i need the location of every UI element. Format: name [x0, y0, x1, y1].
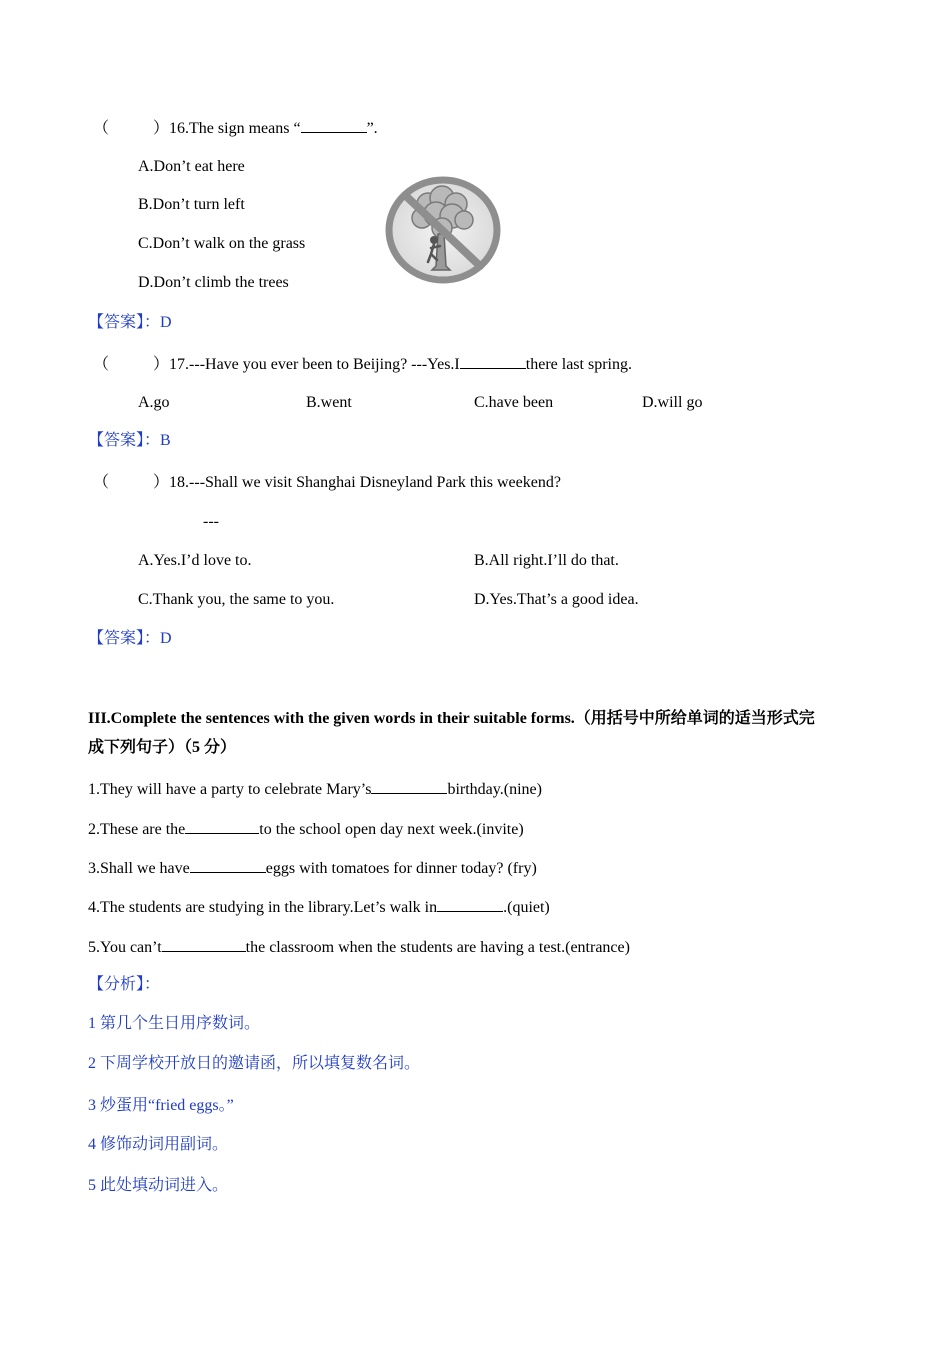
q18-paren-close: ）	[153, 474, 170, 491]
analysis-label: 【分析】：	[88, 976, 161, 993]
q18-option-a: A.Yes.I’d love to.	[138, 552, 252, 569]
item-5-text-a: 5.You can’t	[88, 939, 162, 956]
q16-answer-value: D	[160, 314, 172, 331]
q18-option-c: C.Thank you, the same to you.	[138, 591, 335, 608]
analysis-item-5: 5 此处填动词进入。	[88, 1177, 229, 1194]
q16-option-d: D.Don’t climb the trees	[138, 274, 289, 291]
section3-item-3	[88, 857, 537, 879]
item-1-text-a: 1.They will have a party to celebrate Mary’s	[88, 781, 372, 798]
q18-stem	[93, 473, 561, 493]
q16-paren-close: ）	[153, 120, 170, 137]
q18-answer-value: D	[160, 630, 172, 647]
item-2-text-b: to the school open day next week.(invite)	[259, 821, 524, 838]
section3-item-4	[88, 896, 550, 918]
analysis-item-4: 4 修饰动词用副词。	[88, 1136, 229, 1153]
item-1-text-b: birthday.(nine)	[447, 781, 542, 798]
q17-stem	[93, 353, 632, 375]
item-2-text-a: 2.These are the	[88, 821, 186, 838]
section3-item-5	[88, 936, 630, 958]
item-5-text-b: the classroom when the students are having a test.(entrance)	[245, 939, 630, 956]
q16-paren-open: （	[93, 120, 110, 137]
q16-stem	[93, 117, 378, 139]
q18-stem-text: 18.---Shall we visit Shanghai Disneyland Park this weekend?	[169, 474, 561, 491]
analysis-item-3: 3 炒蛋用“fried eggs。”	[88, 1097, 234, 1114]
q16-stem-a: 16.The sign means “	[169, 120, 301, 137]
section3-item-2	[88, 818, 524, 840]
q18-option-d: D.Yes.That’s a good idea.	[474, 591, 639, 608]
q16-option-b: B.Don’t turn left	[138, 196, 245, 213]
q18-answer	[88, 629, 172, 649]
q17-blank	[460, 353, 526, 369]
q16-stem-b: ”.	[366, 120, 378, 137]
item-1-blank	[371, 778, 447, 794]
section3-title-line1: III.Complete the sentences with the given words in their suitable forms.（用括号中所给单词的适当形式完	[88, 710, 815, 727]
item-4-text-b: .(quiet)	[503, 899, 550, 916]
analysis-item-2: 2 下周学校开放日的邀请函，所以填复数名词。	[88, 1055, 421, 1072]
q17-option-b: B.went	[306, 394, 352, 411]
section3-title-line2: 成下列句子）（5 分）	[88, 739, 237, 756]
q17-answer-label: 【答案】：	[88, 432, 161, 449]
q16-option-a: A.Don’t eat here	[138, 158, 245, 175]
q17-option-c: C.have been	[474, 394, 554, 411]
q17-stem-b: there last spring.	[525, 356, 632, 373]
q16-answer	[88, 313, 172, 333]
q17-option-d: D.will go	[642, 394, 703, 411]
q16-option-c: C.Don’t walk on the grass	[138, 235, 306, 252]
item-4-blank	[437, 896, 503, 912]
q17-paren-open: （	[93, 356, 110, 373]
q18-answer-label: 【答案】：	[88, 630, 161, 647]
q17-answer-value: B	[160, 432, 171, 449]
item-3-blank	[190, 857, 266, 873]
q17-answer	[88, 431, 171, 451]
item-5-blank	[162, 936, 246, 952]
item-2-blank	[185, 818, 259, 834]
q17-option-a: A.go	[138, 394, 170, 411]
q17-paren-close: ）	[153, 356, 170, 373]
section3-item-1	[88, 778, 542, 800]
no-climbing-tree-sign-icon	[384, 176, 502, 284]
analysis-item-1: 1 第几个生日用序数词。	[88, 1015, 261, 1032]
q18-reply: ---	[203, 513, 219, 530]
q18-option-b: B.All right.I’ll do that.	[474, 552, 619, 569]
item-3-text-b: eggs with tomatoes for dinner today? (fry)	[265, 860, 537, 877]
q18-paren-open: （	[93, 474, 110, 491]
item-4-text-a: 4.The students are studying in the library.Let’s walk in	[88, 899, 438, 916]
q16-blank	[301, 117, 367, 133]
q16-answer-label: 【答案】：	[88, 314, 161, 331]
item-3-text-a: 3.Shall we have	[88, 860, 190, 877]
q17-stem-a: 17.---Have you ever been to Beijing? ---Yes.I	[169, 356, 460, 373]
